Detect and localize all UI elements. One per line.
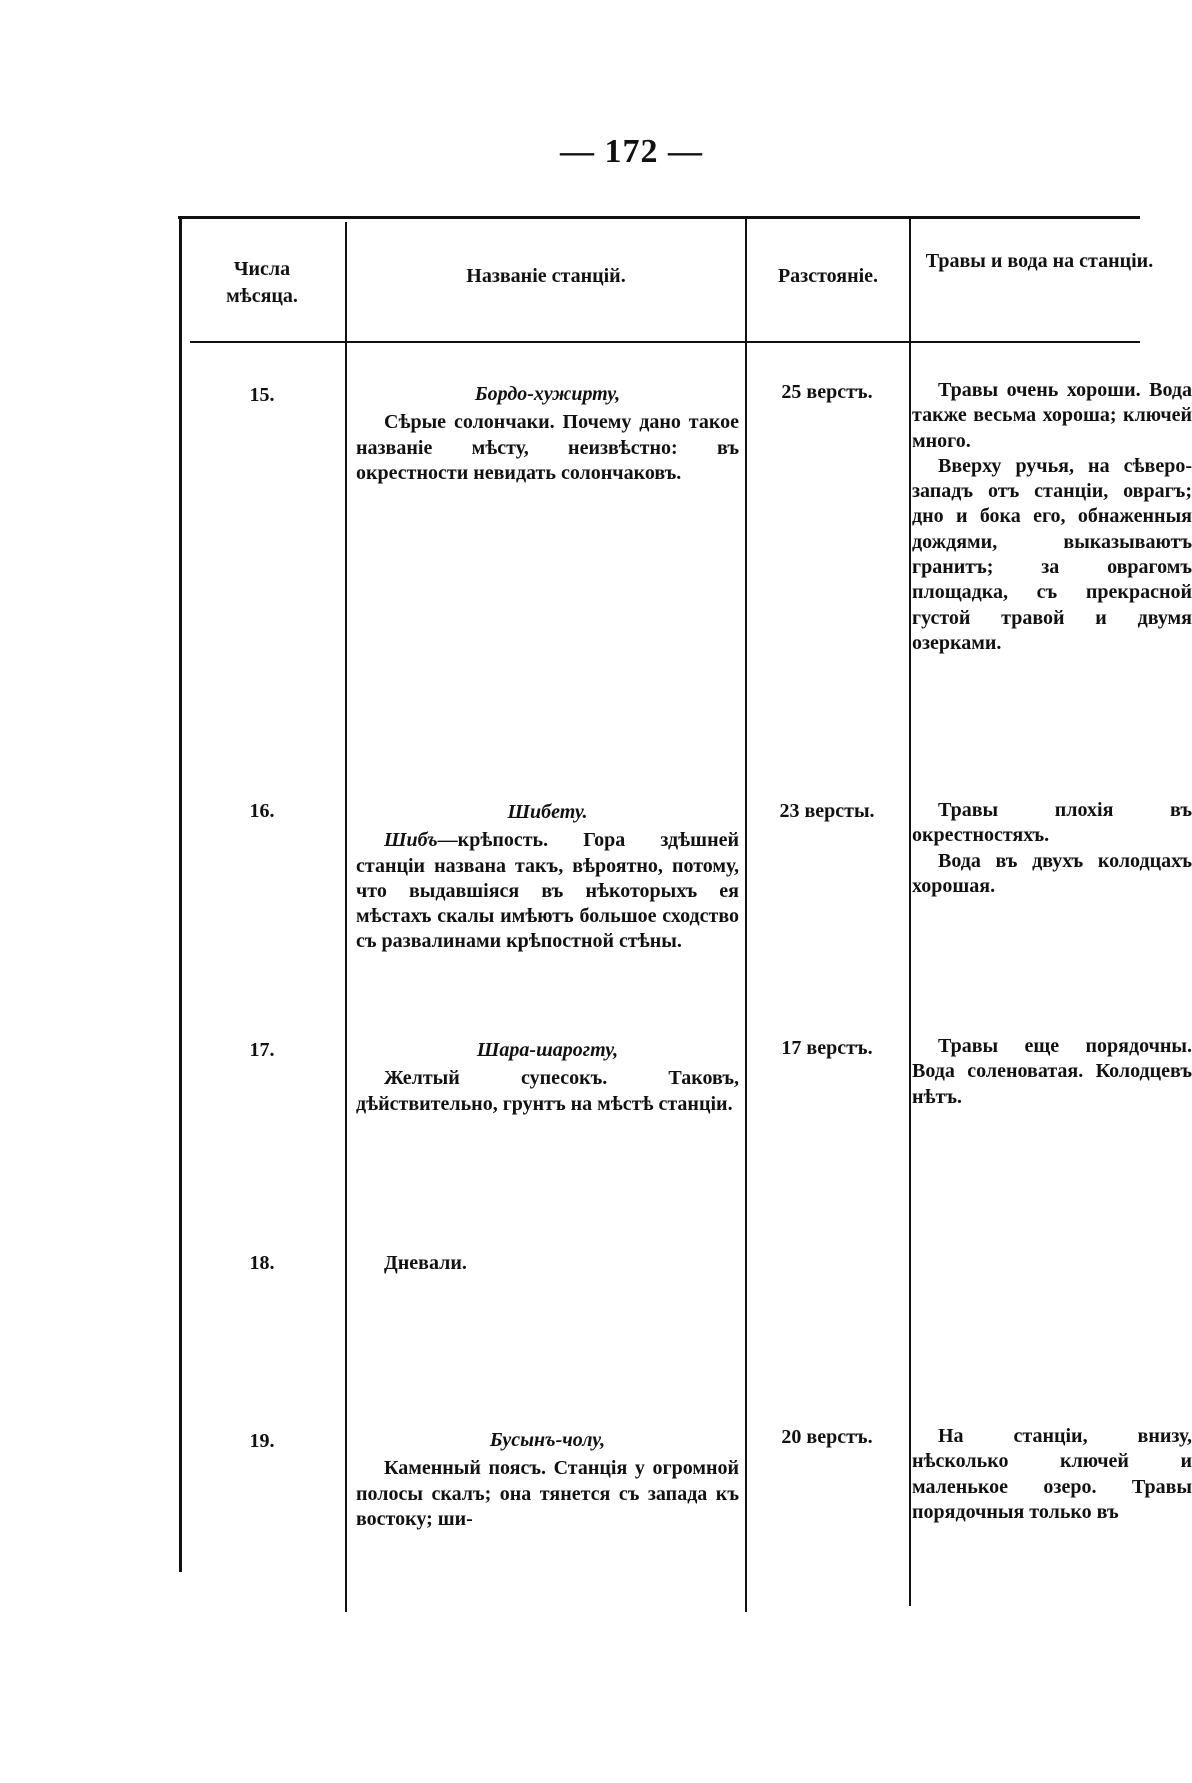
- notes-cell: [912, 798, 1192, 908]
- notes-paragraph: Травы еще порядочны. Вода соленоватая. Колодцевъ нѣтъ.: [912, 1035, 1192, 1108]
- station-description-lead: Шибъ: [384, 829, 438, 852]
- table-top-rule: [178, 216, 1140, 219]
- station-cell: [356, 1251, 739, 1276]
- station-description: Желтый супесокъ. Таковъ, дѣйствительно, грунтъ на мѣстѣ станціи.: [356, 1067, 739, 1115]
- station-cell: [356, 1038, 739, 1117]
- station-cell: [356, 1428, 739, 1532]
- notes-paragraph: Вода въ двухъ колодцахъ хорошая.: [912, 849, 1192, 897]
- station-description: Дневали.: [384, 1252, 467, 1274]
- header-bottom-rule: [190, 341, 1140, 343]
- column-divider-3: [909, 216, 911, 1606]
- station-description: Каменный поясъ. Станція у огромной полосы скалъ; она тянется съ запада къ востоку; ши-: [356, 1457, 739, 1530]
- row-date: 15.: [249, 384, 275, 406]
- station-title: Бусынъ-чолу,: [489, 1429, 606, 1451]
- header-notes-clip: [912, 248, 1154, 308]
- page-number: — 172 —: [560, 133, 703, 170]
- notes-paragraph: Травы плохія въ окрестностяхъ.: [912, 799, 1192, 847]
- station-description-text: —крѣпость. Гора здѣшней станціи названа такъ, вѣроятно, потому, что выдавшіяся въ нѣкоторыхъ ея мѣстахъ скалы имѣютъ большое сходство съ развалинами крѣпостной стѣны.: [356, 829, 739, 953]
- station-title: Шибету.: [507, 801, 588, 823]
- row-date: 18.: [249, 1252, 275, 1274]
- distance-cell: 23 версты.: [779, 800, 875, 822]
- header-station: Названіе станцій.: [466, 265, 626, 287]
- table-left-border: [179, 216, 182, 1572]
- notes-cell: [912, 378, 1192, 768]
- column-divider-2: [745, 216, 747, 1612]
- row-date: 16.: [249, 800, 275, 822]
- notes-cell: [912, 1424, 1192, 1554]
- header-notes: Травы и вода на станціи.: [925, 250, 1154, 272]
- distance-cell: 25 верстъ.: [781, 381, 873, 403]
- station-cell: [356, 800, 739, 955]
- notes-paragraph: На станціи, внизу, нѣсколько ключей и маленькое озеро. Травы порядочныя только въ: [912, 1425, 1192, 1523]
- distance-cell: 20 верстъ.: [781, 1426, 873, 1448]
- station-title: Бордо-хужирту,: [474, 383, 621, 405]
- row-date: 17.: [249, 1039, 275, 1061]
- row-date: 19.: [249, 1430, 275, 1452]
- distance-cell: 17 верстъ.: [781, 1037, 873, 1059]
- notes-cell: [912, 1034, 1192, 1124]
- station-cell: [356, 382, 739, 486]
- header-distance: Разстояніе.: [777, 265, 879, 287]
- header-date: Числа мѣсяца.: [226, 258, 298, 307]
- station-title: Шара-шарогту,: [476, 1039, 619, 1061]
- notes-paragraph: Травы очень хороши. Вода также весьма хороша; ключей много.: [912, 379, 1192, 452]
- column-divider-1: [345, 222, 347, 1612]
- station-description: Сѣрые солончаки. Почему дано такое названіе мѣсту, неизвѣстно: въ окрестности невидать солончаковъ.: [356, 411, 739, 484]
- station-description: [356, 828, 739, 954]
- notes-paragraph: Вверху ручья, на сѣверо-западъ отъ станціи, оврагъ; дно и бока его, обнаженныя дождями, выказываютъ гранитъ; за оврагомъ площадка, съ прекрасной густой травой и двумя озерками.: [912, 454, 1192, 654]
